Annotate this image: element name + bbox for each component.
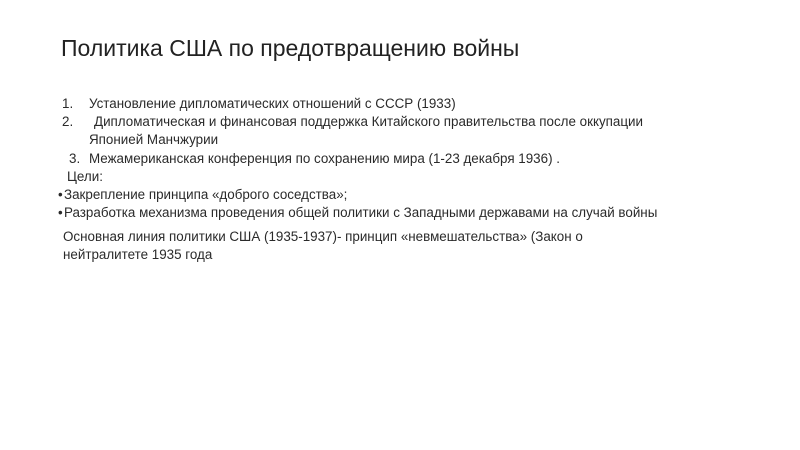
bullet-dot-1: • bbox=[58, 187, 63, 202]
bullet-dot-2: • bbox=[58, 205, 63, 220]
list-number-1: 1. bbox=[62, 96, 74, 111]
list-item-2-line-2: Японией Манчжурии bbox=[89, 132, 219, 147]
goal-item-2: Разработка механизма проведения общей политики с Западными державами на случай войны bbox=[64, 205, 658, 220]
list-number-2: 2. bbox=[62, 114, 74, 129]
list-item-3-line-1: Межамериканская конференция по сохранению мира (1-23 декабря 1936) . bbox=[89, 151, 560, 166]
slide-title: Политика США по предотвращению войны bbox=[61, 35, 520, 61]
list-number-3: 3. bbox=[69, 151, 81, 166]
list-item-2-line-1: Дипломатическая и финансовая поддержка Китайского правительства после оккупации bbox=[94, 114, 643, 129]
main-line-2: нейтралитете 1935 года bbox=[63, 247, 213, 262]
goal-item-1: Закрепление принципа «доброго соседства»; bbox=[64, 187, 348, 202]
goals-label: Цели: bbox=[67, 169, 103, 184]
list-item-1-line-1: Установление дипломатических отношений с СССР (1933) bbox=[89, 96, 456, 111]
main-line-1: Основная линия политики США (1935-1937)- принцип «невмешательства» (Закон о bbox=[63, 229, 583, 244]
